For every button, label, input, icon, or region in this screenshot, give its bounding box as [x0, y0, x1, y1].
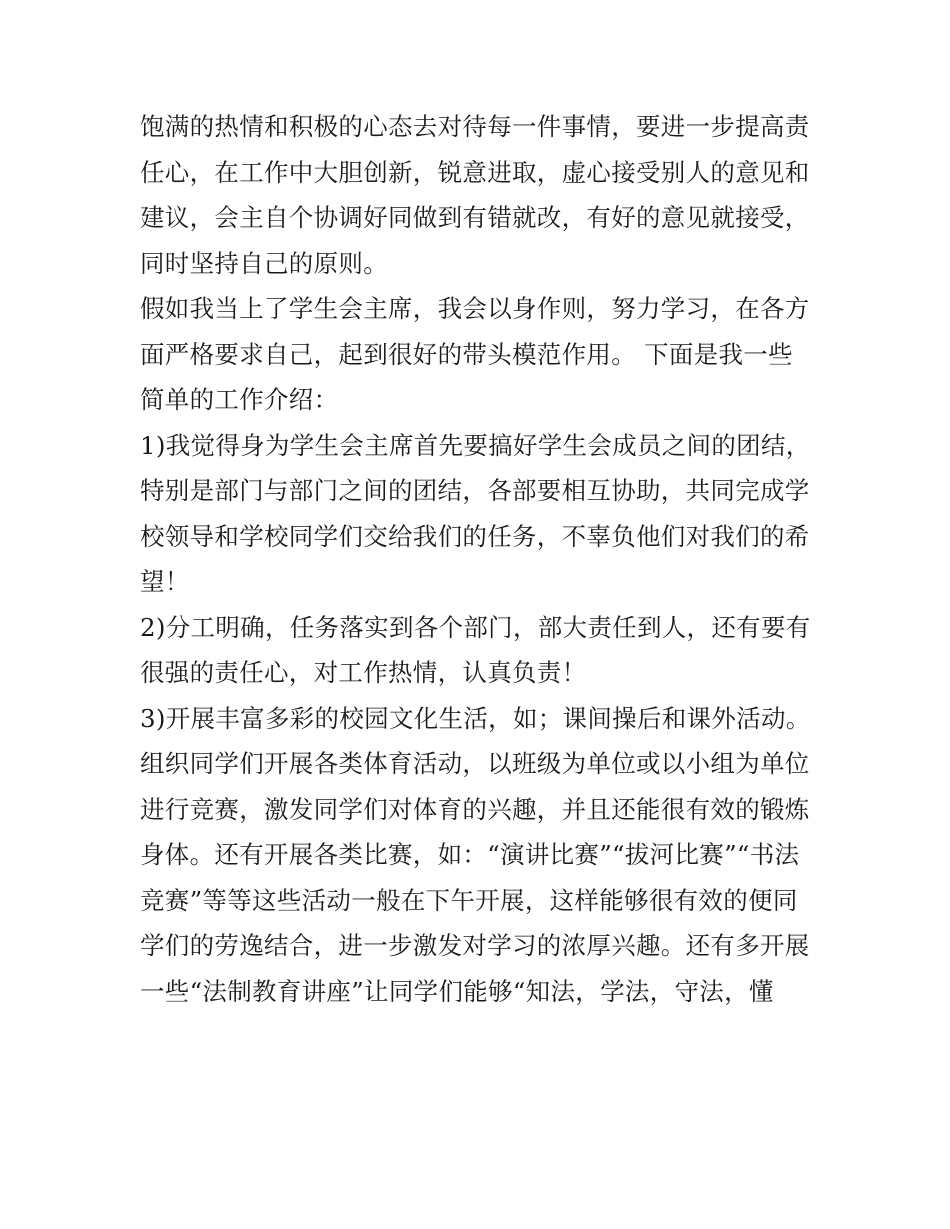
- text-line: 望！: [140, 567, 190, 596]
- text-line: 校领导和学校同学们交给我们的任务，不辜负他们对我们的希: [140, 521, 810, 551]
- text-line: 2)分工明确，任务落实到各个部门，部大责任到人，还有要有: [140, 612, 811, 642]
- text-line: 进行竞赛，激发同学们对体育的兴趣，并且还能很有效的锻炼: [140, 794, 810, 824]
- text-line: 学们的劳逸结合，进一步激发对学习的浓厚兴趣。还有多开展: [140, 931, 810, 960]
- text-line: 假如我当上了学生会主席，我会以身作则，努力学习，在各方: [140, 294, 810, 323]
- text-line: 特别是部门与部门之间的团结，各部要相互协助，共同完成学: [140, 476, 810, 505]
- text-line: 一些“法制教育讲座”让同学们能够“知法，学法，守法，懂: [140, 976, 774, 1006]
- text-line: 简单的工作介绍：: [140, 385, 339, 414]
- text-line: 身体。还有开展各类比赛，如：“演讲比赛”“拔河比赛”“书法: [140, 840, 800, 869]
- document-body: [140, 104, 840, 1014]
- text-line: 组织同学们开展各类体育活动，以班级为单位或以小组为单位: [140, 749, 810, 778]
- text-line: 竞赛”等等这些活动一般在下午开展，这样能够很有效的便同: [140, 885, 798, 915]
- text-line: 饱满的热情和积极的心态去对待每一件事情，要进一步提高责: [140, 112, 810, 141]
- text-line: 3)开展丰富多彩的校园文化生活，如；课间操后和课外活动。: [140, 703, 811, 733]
- text-line: 很强的责任心，对工作热情，认真负责！: [140, 658, 587, 687]
- text-line: 同时坚持自己的原则。: [140, 248, 388, 278]
- text-line: 面严格要求自己，起到很好的带头模范作用。 下面是我一些: [140, 339, 793, 369]
- text-line: 建议，会主自个协调好同做到有错就改，有好的意见就接受，: [140, 203, 810, 232]
- text-line: 任心，在工作中大胆创新，锐意进取，虚心接受别人的意见和: [140, 157, 810, 187]
- text-line: 1)我觉得身为学生会主席首先要搞好学生会成员之间的团结，: [140, 430, 811, 460]
